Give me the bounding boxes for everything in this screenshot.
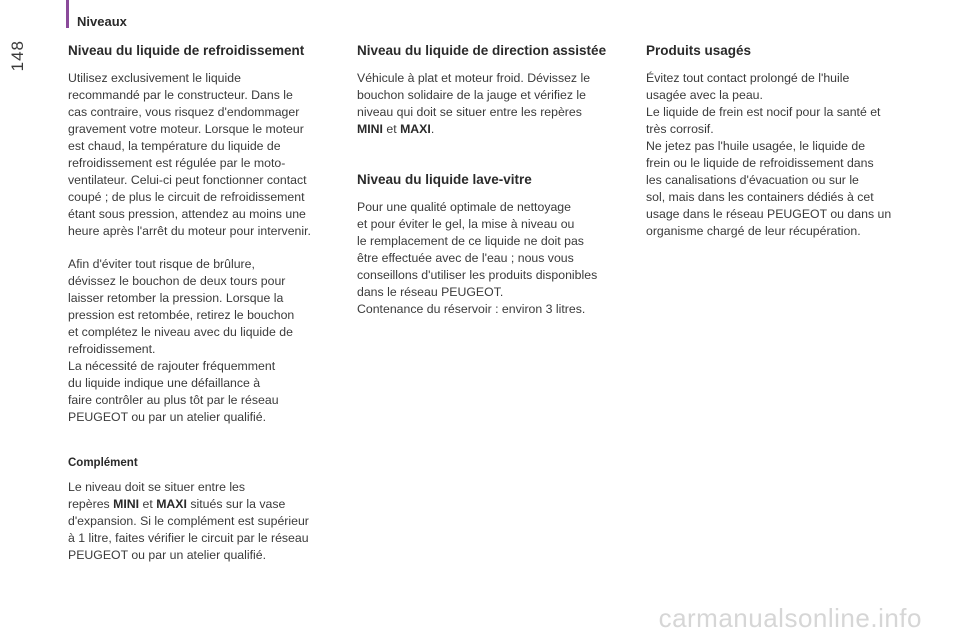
maxi-mark: MAXI	[400, 122, 431, 136]
column-steering-washer	[357, 43, 639, 318]
section-accent-bar	[66, 0, 69, 28]
coolant-paragraph-2: Afin d'éviter tout risque de brûlure, dévissez le bouchon de deux tours pour laisser retomber la pression. Lorsque la pression est retombée, retirez le bouchon et complétez le niveau avec du liquide de refroidissement. La nécessité de rajouter fréquemment du liquide indique une défaillance à faire contrôler au plus tôt par le réseau PEUGEOT ou par un atelier qualifié.	[68, 257, 295, 424]
power-steering-paragraph: Véhicule à plat et moteur froid. Dévissez le bouchon solidaire de la jauge et vérifiez le niveau qui doit se situer entre les repères MINI et MAXI.	[357, 71, 591, 136]
page-number: 148	[8, 40, 27, 72]
column-used-products	[646, 43, 928, 240]
complement-paragraph: Le niveau doit se situer entre les repères MINI et MAXI situés sur la vase d'expansion. Si le complément est supérieur à 1 litre, faites vérifier le circuit par le réseau PEUGEOT ou par un atelier qualifié.	[68, 480, 309, 562]
mini-mark: MINI	[357, 122, 383, 136]
column-coolant	[68, 43, 346, 564]
washer-paragraph: Pour une qualité optimale de nettoyage et pour éviter le gel, la mise à niveau ou le remplacement de ce liquide ne doit pas être effectuée avec de l'eau ; nous vous conseillons d'utiliser les produits disponibles dans le réseau PEUGEOT. Contenance du réservoir : environ 3 litres.	[357, 200, 598, 316]
power-steering-heading: Niveau du liquide de direction assistée	[357, 43, 607, 58]
mini-mark: MINI	[113, 497, 140, 511]
used-products-paragraph: Évitez tout contact prolongé de l'huile usagée avec la peau. Le liquide de frein est nocif pour la santé et très corrosif. Ne jetez pas l'huile usagée, le liquide de frein ou le liquide de refroidissement dans les canalisations d'évacuation ou sur le sol, mais dans les containers dédiés à cet usage dans le réseau PEUGEOT ou dans un organisme chargé de leur récupération.	[646, 71, 892, 238]
coolant-paragraph-1: Utilisez exclusivement le liquide recommandé par le constructeur. Dans le cas contraire, vous risquez d'endommager gravement votre moteur. Lorsque le moteur est chaud, la température du liquide de refroidissement est régulée par le moto- ventilateur. Celui-ci peut fonctionner contact coupé ; de plus le circuit de refroidissement étant sous pression, attendez au moins une heure après l'arrêt du moteur pour intervenir.	[68, 71, 311, 238]
maxi-mark: MAXI	[156, 497, 187, 511]
washer-heading: Niveau du liquide lave-vitre	[357, 172, 532, 187]
used-products-heading: Produits usagés	[646, 43, 752, 58]
complement-heading: Complément	[68, 457, 138, 469]
site-watermark: carmanualsonline.info	[658, 603, 922, 633]
coolant-heading: Niveau du liquide de refroidissement	[68, 43, 305, 58]
section-title: Niveaux	[77, 14, 127, 29]
